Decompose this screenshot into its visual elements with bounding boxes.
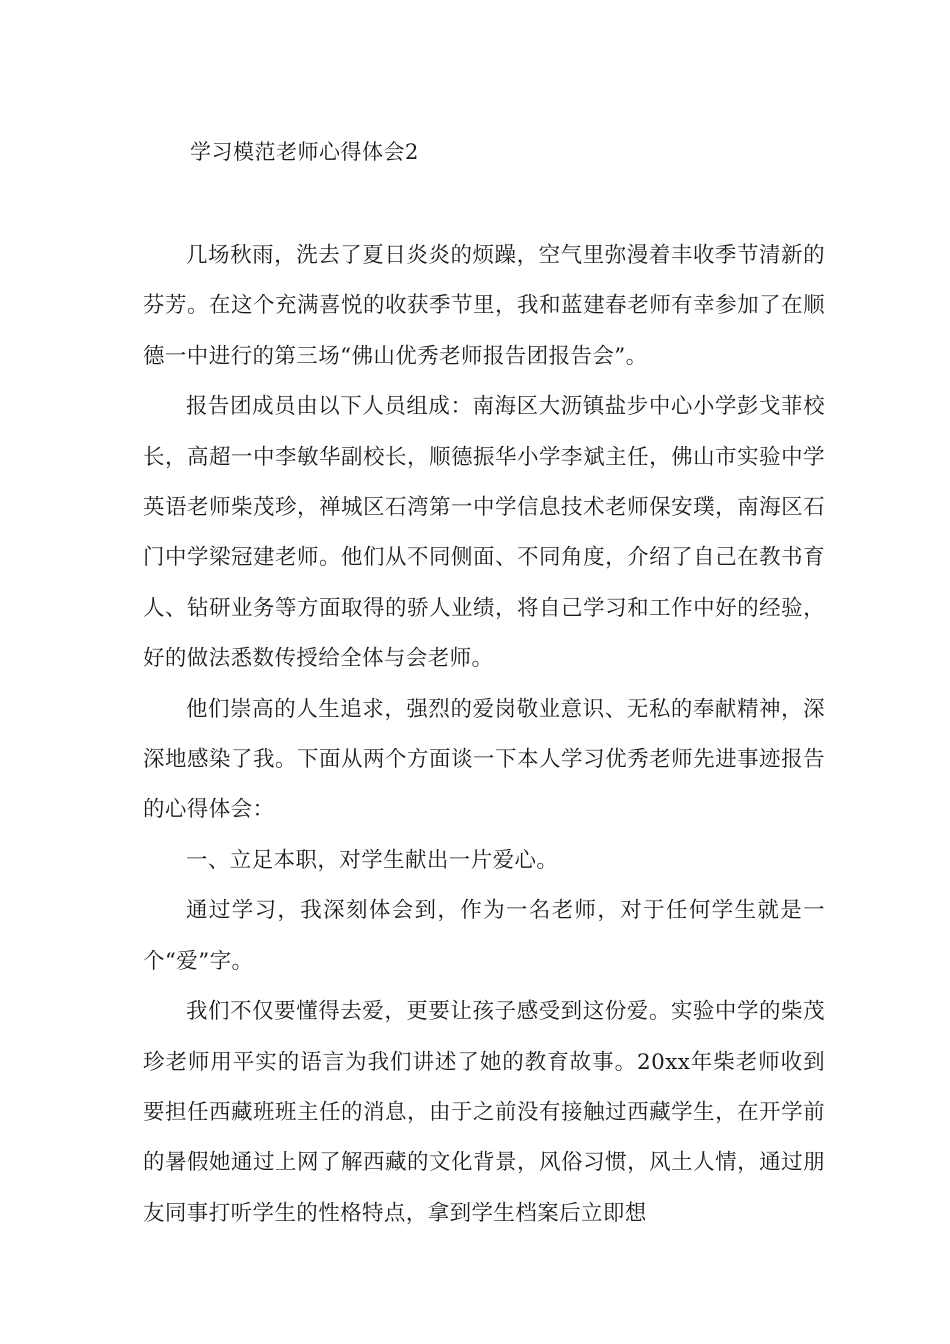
document-body (143, 231, 825, 1239)
paragraph-3: 他们崇高的人生追求，强烈的爱岗敬业意识、无私的奉献精神，深深地感染了我。下面从两个方面谈一下本人学习优秀老师先进事迹报告的心得体会： (143, 696, 825, 823)
paragraph-5: 我们不仅要懂得去爱，更要让孩子感受到这份爱。实验中学的柴茂珍老师用平实的语言为我们讲述了她的教育故事。20xx年柴老师收到要担任西藏班班主任的消息，由于之前没有接触过西藏学生，在开学前的暑假她通过上网了解西藏的文化背景，风俗习惯，风土人情，通过朋友同事打听学生的性格特点，拿到学生档案后立即想 (143, 999, 825, 1226)
paragraph-1: 几场秋雨，洗去了夏日炎炎的烦躁，空气里弥漫着丰收季节清新的芬芳。在这个充满喜悦的收获季节里，我和蓝建春老师有幸参加了在顺德一中进行的第三场“佛山优秀老师报告团报告会”。 (143, 243, 825, 369)
section-heading-1: 一、立足本职，对学生献出一片爱心。 (186, 847, 559, 873)
paragraph-2: 报告团成员由以下人员组成：南海区大沥镇盐步中心小学彭戈菲校长，高超一中李敏华副校长，顺德振华小学李斌主任，佛山市实验中学英语老师柴茂珍，禅城区石湾第一中学信息技术老师保安璞，南海区石门中学梁冠建老师。他们从不同侧面、不同角度，介绍了自己在教书育人、钻研业务等方面取得的骄人业绩，将自己学习和工作中好的经验，好的做法悉数传授给全体与会老师。 (143, 394, 825, 672)
paragraph-4: 通过学习，我深刻体会到，作为一名老师，对于任何学生就是一个“爱”字。 (143, 898, 825, 974)
document-title: 学习模范老师心得体会2 (190, 140, 419, 164)
